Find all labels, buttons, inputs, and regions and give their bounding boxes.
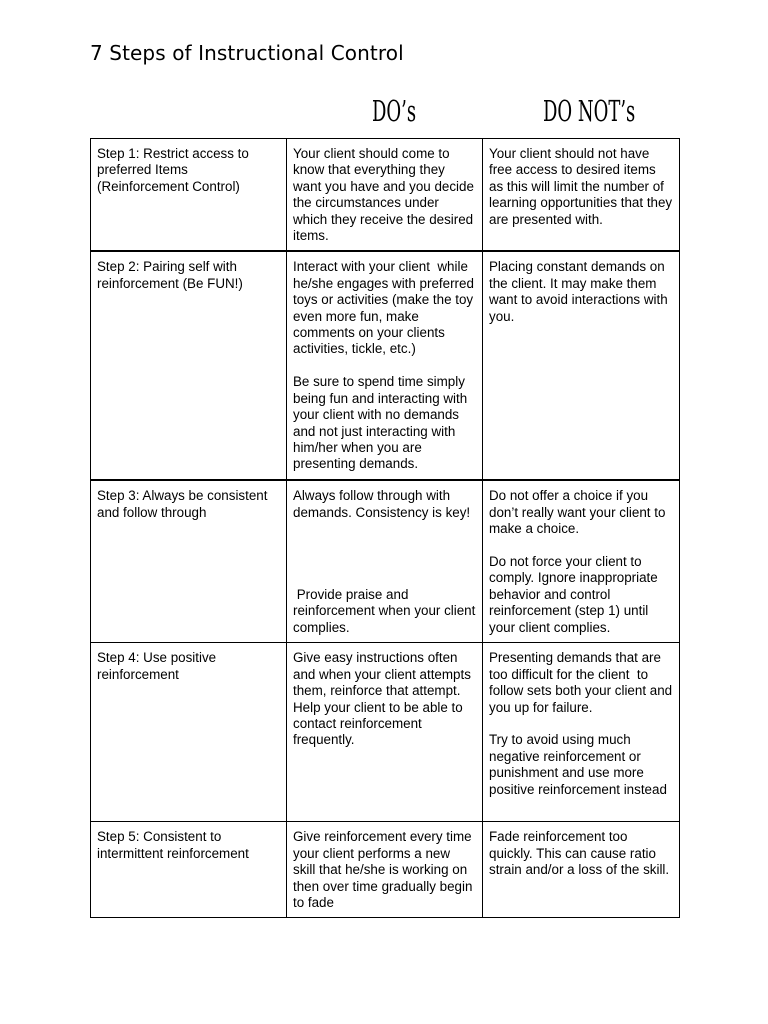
donots-cell: Placing constant demands on the client. It may make them want to avoid interactions with you. xyxy=(483,251,680,480)
table-row xyxy=(91,643,680,822)
donots-cell: Fade reinforcement too quickly. This can cause ratio strain and/or a loss of the skill. xyxy=(483,822,680,918)
donots-cell: Your client should not have free access to desired items as this will limit the number of learning opportunities that they are presented with. xyxy=(483,139,680,252)
steps-table xyxy=(90,138,680,918)
table-row xyxy=(91,822,680,918)
dos-cell: Your client should come to know that everything they want you have and you decide the circumstances under which they receive the desired items. xyxy=(287,139,483,252)
step-cell: Step 3: Always be consistent and follow through xyxy=(91,480,287,643)
page-title: 7 Steps of Instructional Control xyxy=(90,41,404,65)
step-cell: Step 1: Restrict access to preferred Items (Reinforcement Control) xyxy=(91,139,287,252)
donots-cell: Presenting demands that are too difficult for the client to follow sets both your client and you up for failure. Try to avoid using much negative reinforcement or punishment and use more positive reinforcement instead xyxy=(483,643,680,822)
table-row xyxy=(91,480,680,643)
table-row xyxy=(91,139,680,252)
table-row xyxy=(91,251,680,480)
step-cell: Step 5: Consistent to intermittent reinforcement xyxy=(91,822,287,918)
dos-cell: Give reinforcement every time your client performs a new skill that he/she is working on then over time gradually begin to fade xyxy=(287,822,483,918)
step-cell: Step 2: Pairing self with reinforcement (Be FUN!) xyxy=(91,251,287,480)
donots-column-heading: DO NOT’s xyxy=(543,94,636,128)
dos-column-heading: DO’s xyxy=(372,94,417,128)
step-cell: Step 4: Use positive reinforcement xyxy=(91,643,287,822)
dos-cell: Always follow through with demands. Consistency is key! Provide praise and reinforcement when your client complies. xyxy=(287,480,483,643)
dos-cell: Give easy instructions often and when your client attempts them, reinforce that attempt. Help your client to be able to contact reinforcement frequently. xyxy=(287,643,483,822)
dos-cell: Interact with your client while he/she engages with preferred toys or activities (make the toy even more fun, make comments on your clients activities, tickle, etc.) Be sure to spend time simply being fun and interacting with your client with no demands and not just interacting with him/her when you are presenting demands. xyxy=(287,251,483,480)
donots-cell: Do not offer a choice if you don’t really want your client to make a choice. Do not force your client to comply. Ignore inappropriate behavior and control reinforcement (step 1) until your client complies. xyxy=(483,480,680,643)
